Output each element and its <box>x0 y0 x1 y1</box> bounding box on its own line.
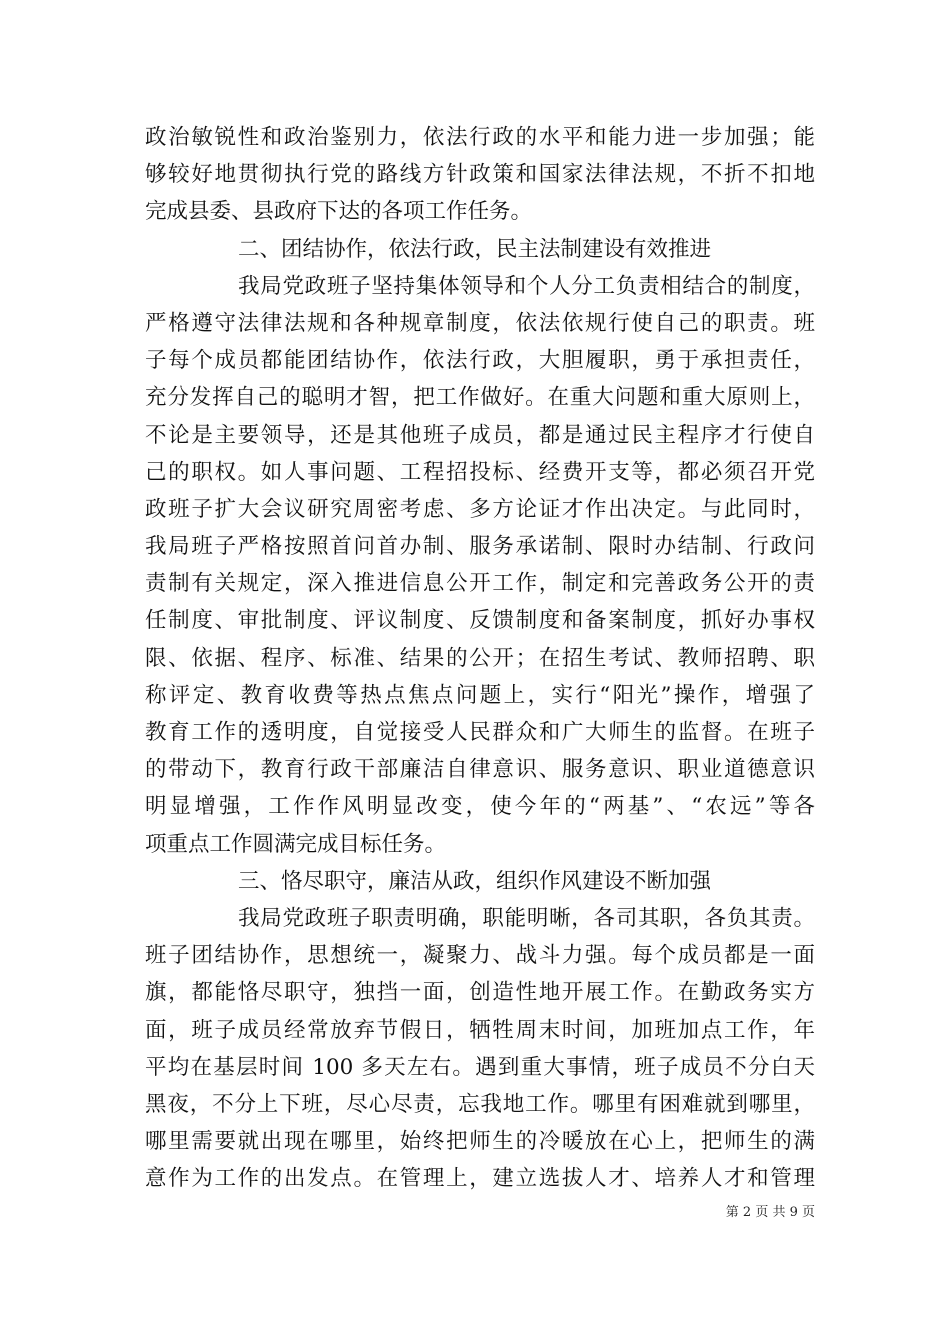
text-line: 子每个成员都能团结协作，依法行政，大胆履职，勇于承担责任， <box>145 348 815 374</box>
body-text <box>145 119 815 1197</box>
text-line: 意作为工作的出发点。在管理上，建立选拔人才、培养人才和管理 <box>145 1166 815 1192</box>
text-line: 不论是主要领导，还是其他班子成员，都是通过民主程序才行使自 <box>145 422 815 448</box>
page-number-footer: 第 2 页 共 9 页 <box>725 1205 815 1220</box>
text-line: 旗，都能恪尽职守，独挡一面，创造性地开展工作。在勤政务实方 <box>145 980 815 1006</box>
paragraph-first-line: 我局党政班子职责明确，职能明晰，各司其职，各负其责。 <box>238 905 815 931</box>
text-line: 面，班子成员经常放弃节假日，牺牲周末时间，加班加点工作，年 <box>145 1017 815 1043</box>
text-line: 班子团结协作，思想统一，凝聚力、战斗力强。每个成员都是一面 <box>145 943 815 969</box>
text-line: 够较好地贯彻执行党的路线方针政策和国家法律法规，不折不扣地 <box>145 162 815 188</box>
text-line: 黑夜，不分上下班，尽心尽责，忘我地工作。哪里有困难就到哪里， <box>145 1091 815 1117</box>
text-line: 责制有关规定，深入推进信息公开工作，制定和完善政务公开的责 <box>145 571 815 597</box>
text-line: 己的职权。如人事问题、工程招投标、经费开支等，都必须召开党 <box>145 459 815 485</box>
text-line: 哪里需要就出现在哪里，始终把师生的冷暖放在心上，把师生的满 <box>145 1129 815 1155</box>
text-line: 称评定、教育收费等热点焦点问题上，实行“阳光”操作，增强了 <box>145 682 815 708</box>
text-line: 政班子扩大会议研究周密考虑、多方论证才作出决定。与此同时， <box>145 496 815 522</box>
text-line: 完成县委、县政府下达的各项工作任务。 <box>145 199 533 225</box>
text-line: 项重点工作圆满完成目标任务。 <box>145 831 447 857</box>
text-line: 平均在基层时间 100 多天左右。遇到重大事情，班子成员不分白天 <box>145 1054 815 1080</box>
text-line: 政治敏锐性和政治鉴别力，依法行政的水平和能力进一步加强；能 <box>145 125 815 150</box>
text-line: 明显增强，工作作风明显改变，使今年的“两基”、“农远”等各 <box>145 794 815 820</box>
section-heading: 三、恪尽职守，廉洁从政，组织作风建设不断加强 <box>238 868 712 894</box>
text-line: 教育工作的透明度，自觉接受人民群众和广大师生的监督。在班子 <box>145 720 815 745</box>
text-line: 我局班子严格按照首问首办制、服务承诺制、限时办结制、行政问 <box>145 534 815 560</box>
text-line: 充分发挥自己的聪明才智，把工作做好。在重大问题和重大原则上， <box>145 385 815 411</box>
text-line: 限、依据、程序、标准、结果的公开；在招生考试、教师招聘、职 <box>145 645 815 671</box>
text-line: 任制度、审批制度、评议制度、反馈制度和备案制度，抓好办事权 <box>145 608 815 634</box>
section-heading: 二、团结协作，依法行政，民主法制建设有效推进 <box>238 236 712 262</box>
text-line: 严格遵守法律法规和各种规章制度，依法依规行使自己的职责。班 <box>145 310 815 336</box>
text-line: 的带动下，教育行政干部廉洁自律意识、服务意识、职业道德意识 <box>145 757 815 783</box>
paragraph-first-line: 我局党政班子坚持集体领导和个人分工负责相结合的制度， <box>238 273 815 299</box>
